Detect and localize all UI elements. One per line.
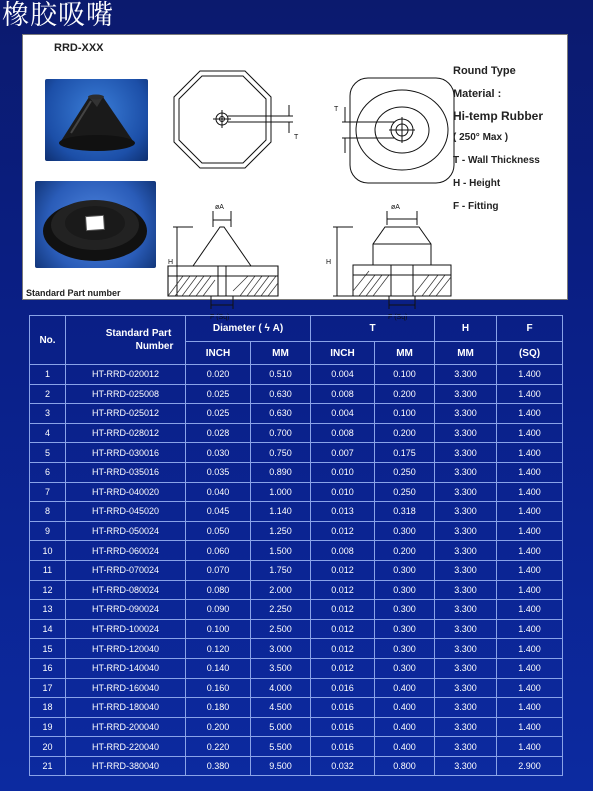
- cell-part-number: HT-RRD-080024: [66, 580, 186, 600]
- cell-diameter-inch: 0.060: [186, 541, 251, 561]
- table-row: [30, 600, 563, 620]
- cell-part-number: HT-RRD-028012: [66, 423, 186, 443]
- cell-no: 21: [30, 756, 66, 776]
- table-row: [30, 521, 563, 541]
- cell-diameter-mm: 2.500: [251, 619, 311, 639]
- spec-table-body: [30, 365, 563, 776]
- header-no: No.: [30, 316, 66, 365]
- cell-t-inch: 0.016: [311, 717, 375, 737]
- header-diameter-mm: MM: [251, 342, 311, 365]
- cell-f-sq: 1.400: [497, 658, 563, 678]
- cell-part-number: HT-RRD-120040: [66, 639, 186, 659]
- cell-part-number: HT-RRD-100024: [66, 619, 186, 639]
- cell-t-mm: 0.175: [375, 443, 435, 463]
- cell-f-sq: 1.400: [497, 462, 563, 482]
- dim-h-label-2: H: [326, 259, 332, 266]
- cell-h-mm: 3.300: [435, 462, 497, 482]
- cell-part-number: HT-RRD-090024: [66, 600, 186, 620]
- cell-part-number: HT-RRD-045020: [66, 502, 186, 522]
- table-row: [30, 541, 563, 561]
- cell-diameter-mm: 1.500: [251, 541, 311, 561]
- cell-no: 18: [30, 698, 66, 718]
- cell-h-mm: 3.300: [435, 619, 497, 639]
- cell-t-mm: 0.300: [375, 580, 435, 600]
- cell-f-sq: 1.400: [497, 365, 563, 385]
- cell-diameter-inch: 0.180: [186, 698, 251, 718]
- cell-f-sq: 1.400: [497, 521, 563, 541]
- cell-diameter-mm: 2.000: [251, 580, 311, 600]
- legend-t: T - Wall Thickness: [453, 155, 540, 166]
- cell-t-inch: 0.012: [311, 619, 375, 639]
- cell-h-mm: 3.300: [435, 521, 497, 541]
- cell-no: 7: [30, 482, 66, 502]
- table-row: [30, 560, 563, 580]
- cell-t-inch: 0.032: [311, 756, 375, 776]
- cell-diameter-inch: 0.070: [186, 560, 251, 580]
- cell-h-mm: 3.300: [435, 717, 497, 737]
- standard-part-caption: Standard Part number: [26, 288, 121, 298]
- header-h-mm: MM: [435, 342, 497, 365]
- cell-no: 16: [30, 658, 66, 678]
- dim-t-label-2: T: [334, 106, 339, 113]
- cell-t-inch: 0.012: [311, 658, 375, 678]
- cell-diameter-mm: 1.000: [251, 482, 311, 502]
- cell-t-inch: 0.010: [311, 462, 375, 482]
- header-diameter: Diameter ( ϟ A): [186, 316, 311, 342]
- header-part-line1: Standard Part: [105, 328, 172, 339]
- cell-part-number: HT-RRD-025012: [66, 404, 186, 424]
- table-row: [30, 658, 563, 678]
- table-row: [30, 384, 563, 404]
- cell-h-mm: 3.300: [435, 560, 497, 580]
- cell-diameter-inch: 0.025: [186, 404, 251, 424]
- cell-t-mm: 0.400: [375, 737, 435, 757]
- diameter-symbol: ϟ: [264, 323, 270, 334]
- cell-diameter-mm: 3.500: [251, 658, 311, 678]
- cell-diameter-inch: 0.050: [186, 521, 251, 541]
- cell-diameter-mm: 1.140: [251, 502, 311, 522]
- cell-t-mm: 0.300: [375, 619, 435, 639]
- header-t-inch: INCH: [311, 342, 375, 365]
- cell-part-number: HT-RRD-030016: [66, 443, 186, 463]
- cell-t-inch: 0.012: [311, 639, 375, 659]
- cell-t-mm: 0.250: [375, 482, 435, 502]
- cell-t-inch: 0.013: [311, 502, 375, 522]
- table-row: [30, 462, 563, 482]
- cell-no: 6: [30, 462, 66, 482]
- diagram-panel: [22, 34, 568, 321]
- cell-diameter-mm: 3.000: [251, 639, 311, 659]
- cell-h-mm: 3.300: [435, 639, 497, 659]
- cell-part-number: HT-RRD-070024: [66, 560, 186, 580]
- cell-f-sq: 1.400: [497, 423, 563, 443]
- table-row: [30, 482, 563, 502]
- cell-part-number: HT-RRD-140040: [66, 658, 186, 678]
- cell-h-mm: 3.300: [435, 580, 497, 600]
- cell-diameter-mm: 9.500: [251, 756, 311, 776]
- header-h: H: [435, 316, 497, 342]
- cell-t-inch: 0.008: [311, 384, 375, 404]
- cell-part-number: HT-RRD-220040: [66, 737, 186, 757]
- technical-drawing: [163, 59, 448, 321]
- cell-t-inch: 0.010: [311, 482, 375, 502]
- cell-t-inch: 0.012: [311, 580, 375, 600]
- cell-no: 5: [30, 443, 66, 463]
- table-row: [30, 404, 563, 424]
- cell-h-mm: 3.300: [435, 698, 497, 718]
- cell-part-number: HT-RRD-180040: [66, 698, 186, 718]
- header-f-sq: (SQ): [497, 342, 563, 365]
- cell-no: 12: [30, 580, 66, 600]
- cell-diameter-mm: 0.750: [251, 443, 311, 463]
- cell-no: 20: [30, 737, 66, 757]
- dim-t-label-1: T: [294, 134, 299, 141]
- cell-no: 10: [30, 541, 66, 561]
- cell-no: 11: [30, 560, 66, 580]
- cell-diameter-inch: 0.140: [186, 658, 251, 678]
- cell-t-mm: 0.300: [375, 658, 435, 678]
- cell-t-inch: 0.008: [311, 423, 375, 443]
- legend-material: Hi-temp Rubber: [453, 109, 543, 123]
- cell-f-sq: 1.400: [497, 698, 563, 718]
- table-row: [30, 619, 563, 639]
- header-part-line2: Number: [135, 341, 174, 352]
- cell-h-mm: 3.300: [435, 384, 497, 404]
- table-row: [30, 443, 563, 463]
- cell-t-mm: 0.300: [375, 639, 435, 659]
- cell-t-inch: 0.012: [311, 600, 375, 620]
- dim-f-label-2: F (Sq): [388, 314, 408, 321]
- cell-t-inch: 0.008: [311, 541, 375, 561]
- cell-h-mm: 3.300: [435, 541, 497, 561]
- cell-diameter-mm: 0.700: [251, 423, 311, 443]
- cell-f-sq: 1.400: [497, 443, 563, 463]
- cell-diameter-inch: 0.040: [186, 482, 251, 502]
- cell-no: 15: [30, 639, 66, 659]
- cell-part-number: HT-RRD-380040: [66, 756, 186, 776]
- cell-h-mm: 3.300: [435, 502, 497, 522]
- cell-h-mm: 3.300: [435, 737, 497, 757]
- cell-f-sq: 1.400: [497, 600, 563, 620]
- cell-f-sq: 1.400: [497, 541, 563, 561]
- cell-h-mm: 3.300: [435, 404, 497, 424]
- cell-no: 4: [30, 423, 66, 443]
- cell-diameter-mm: 0.630: [251, 384, 311, 404]
- table-row: [30, 365, 563, 385]
- cell-h-mm: 3.300: [435, 482, 497, 502]
- cell-part-number: HT-RRD-025008: [66, 384, 186, 404]
- header-diameter-inch: INCH: [186, 342, 251, 365]
- cell-no: 13: [30, 600, 66, 620]
- legend-material-label: Material :: [453, 88, 502, 100]
- cell-t-inch: 0.007: [311, 443, 375, 463]
- cell-t-mm: 0.200: [375, 384, 435, 404]
- dim-f-label-1: F (Sq): [210, 314, 230, 321]
- cell-diameter-mm: 2.250: [251, 600, 311, 620]
- cell-part-number: HT-RRD-200040: [66, 717, 186, 737]
- legend-f: F - Fitting: [453, 201, 499, 212]
- cell-f-sq: 1.400: [497, 384, 563, 404]
- cell-diameter-mm: 5.500: [251, 737, 311, 757]
- cell-t-inch: 0.012: [311, 521, 375, 541]
- cell-t-mm: 0.250: [375, 462, 435, 482]
- cell-part-number: HT-RRD-160040: [66, 678, 186, 698]
- header-f: F: [497, 316, 563, 342]
- cell-part-number: HT-RRD-060024: [66, 541, 186, 561]
- cell-t-mm: 0.100: [375, 404, 435, 424]
- cell-diameter-inch: 0.220: [186, 737, 251, 757]
- table-row: [30, 737, 563, 757]
- cell-t-mm: 0.400: [375, 678, 435, 698]
- cell-no: 3: [30, 404, 66, 424]
- cell-t-mm: 0.100: [375, 365, 435, 385]
- cell-diameter-inch: 0.120: [186, 639, 251, 659]
- cell-t-mm: 0.400: [375, 698, 435, 718]
- cell-no: 9: [30, 521, 66, 541]
- cell-no: 17: [30, 678, 66, 698]
- table-row: [30, 756, 563, 776]
- cell-no: 1: [30, 365, 66, 385]
- cell-no: 2: [30, 384, 66, 404]
- cell-h-mm: 3.300: [435, 365, 497, 385]
- spec-table: [29, 315, 563, 776]
- cell-no: 19: [30, 717, 66, 737]
- cell-diameter-inch: 0.035: [186, 462, 251, 482]
- cell-t-inch: 0.004: [311, 365, 375, 385]
- cell-h-mm: 3.300: [435, 423, 497, 443]
- cell-diameter-mm: 4.500: [251, 698, 311, 718]
- cell-t-mm: 0.300: [375, 560, 435, 580]
- cell-t-mm: 0.800: [375, 756, 435, 776]
- dim-a-label-2: øA: [391, 204, 400, 211]
- cell-f-sq: 1.400: [497, 404, 563, 424]
- header-t-mm: MM: [375, 342, 435, 365]
- legend-type: Round Type: [453, 65, 516, 77]
- cell-t-inch: 0.016: [311, 737, 375, 757]
- cell-t-mm: 0.200: [375, 423, 435, 443]
- cell-diameter-inch: 0.020: [186, 365, 251, 385]
- cell-t-inch: 0.016: [311, 698, 375, 718]
- table-row: [30, 678, 563, 698]
- cell-f-sq: 1.400: [497, 678, 563, 698]
- cell-t-inch: 0.016: [311, 678, 375, 698]
- cell-diameter-mm: 1.250: [251, 521, 311, 541]
- cell-part-number: HT-RRD-035016: [66, 462, 186, 482]
- legend-h: H - Height: [453, 178, 501, 189]
- cell-diameter-inch: 0.028: [186, 423, 251, 443]
- cell-diameter-inch: 0.160: [186, 678, 251, 698]
- cell-t-mm: 0.200: [375, 541, 435, 561]
- model-code: RRD-XXX: [54, 42, 104, 54]
- cell-f-sq: 1.400: [497, 717, 563, 737]
- table-row: [30, 639, 563, 659]
- cell-diameter-inch: 0.025: [186, 384, 251, 404]
- cell-diameter-mm: 0.890: [251, 462, 311, 482]
- cell-f-sq: 1.400: [497, 580, 563, 600]
- cell-t-inch: 0.004: [311, 404, 375, 424]
- cell-f-sq: 1.400: [497, 560, 563, 580]
- table-row: [30, 423, 563, 443]
- table-row: [30, 717, 563, 737]
- cell-f-sq: 2.900: [497, 756, 563, 776]
- cell-part-number: HT-RRD-050024: [66, 521, 186, 541]
- cell-f-sq: 1.400: [497, 502, 563, 522]
- cell-diameter-mm: 0.510: [251, 365, 311, 385]
- cell-part-number: HT-RRD-020012: [66, 365, 186, 385]
- cell-diameter-mm: 0.630: [251, 404, 311, 424]
- header-t: T: [311, 316, 435, 342]
- cell-diameter-inch: 0.380: [186, 756, 251, 776]
- cell-t-mm: 0.318: [375, 502, 435, 522]
- page-title: 橡胶吸嘴: [2, 0, 114, 31]
- cell-diameter-inch: 0.090: [186, 600, 251, 620]
- cell-diameter-inch: 0.200: [186, 717, 251, 737]
- cell-f-sq: 1.400: [497, 619, 563, 639]
- dim-h-label-1: H: [168, 259, 174, 266]
- cell-diameter-inch: 0.100: [186, 619, 251, 639]
- cell-diameter-mm: 1.750: [251, 560, 311, 580]
- cell-diameter-inch: 0.030: [186, 443, 251, 463]
- cell-no: 8: [30, 502, 66, 522]
- cell-h-mm: 3.300: [435, 600, 497, 620]
- cell-no: 14: [30, 619, 66, 639]
- cell-diameter-mm: 4.000: [251, 678, 311, 698]
- table-row: [30, 698, 563, 718]
- cell-f-sq: 1.400: [497, 737, 563, 757]
- cell-diameter-inch: 0.045: [186, 502, 251, 522]
- dim-a-label-1: øA: [215, 204, 224, 211]
- cell-diameter-mm: 5.000: [251, 717, 311, 737]
- cell-h-mm: 3.300: [435, 658, 497, 678]
- cell-h-mm: 3.300: [435, 678, 497, 698]
- nozzle-photo-top: [35, 181, 156, 268]
- cell-diameter-inch: 0.080: [186, 580, 251, 600]
- cell-t-inch: 0.012: [311, 560, 375, 580]
- cell-t-mm: 0.300: [375, 600, 435, 620]
- legend-temp: ( 250° Max ): [453, 132, 509, 143]
- cell-h-mm: 3.300: [435, 443, 497, 463]
- header-part-number: [66, 316, 186, 365]
- cell-f-sq: 1.400: [497, 639, 563, 659]
- cell-t-mm: 0.400: [375, 717, 435, 737]
- cell-h-mm: 3.300: [435, 756, 497, 776]
- cell-part-number: HT-RRD-040020: [66, 482, 186, 502]
- table-row: [30, 580, 563, 600]
- cell-f-sq: 1.400: [497, 482, 563, 502]
- cell-t-mm: 0.300: [375, 521, 435, 541]
- table-row: [30, 502, 563, 522]
- nozzle-photo-cone: [45, 79, 148, 161]
